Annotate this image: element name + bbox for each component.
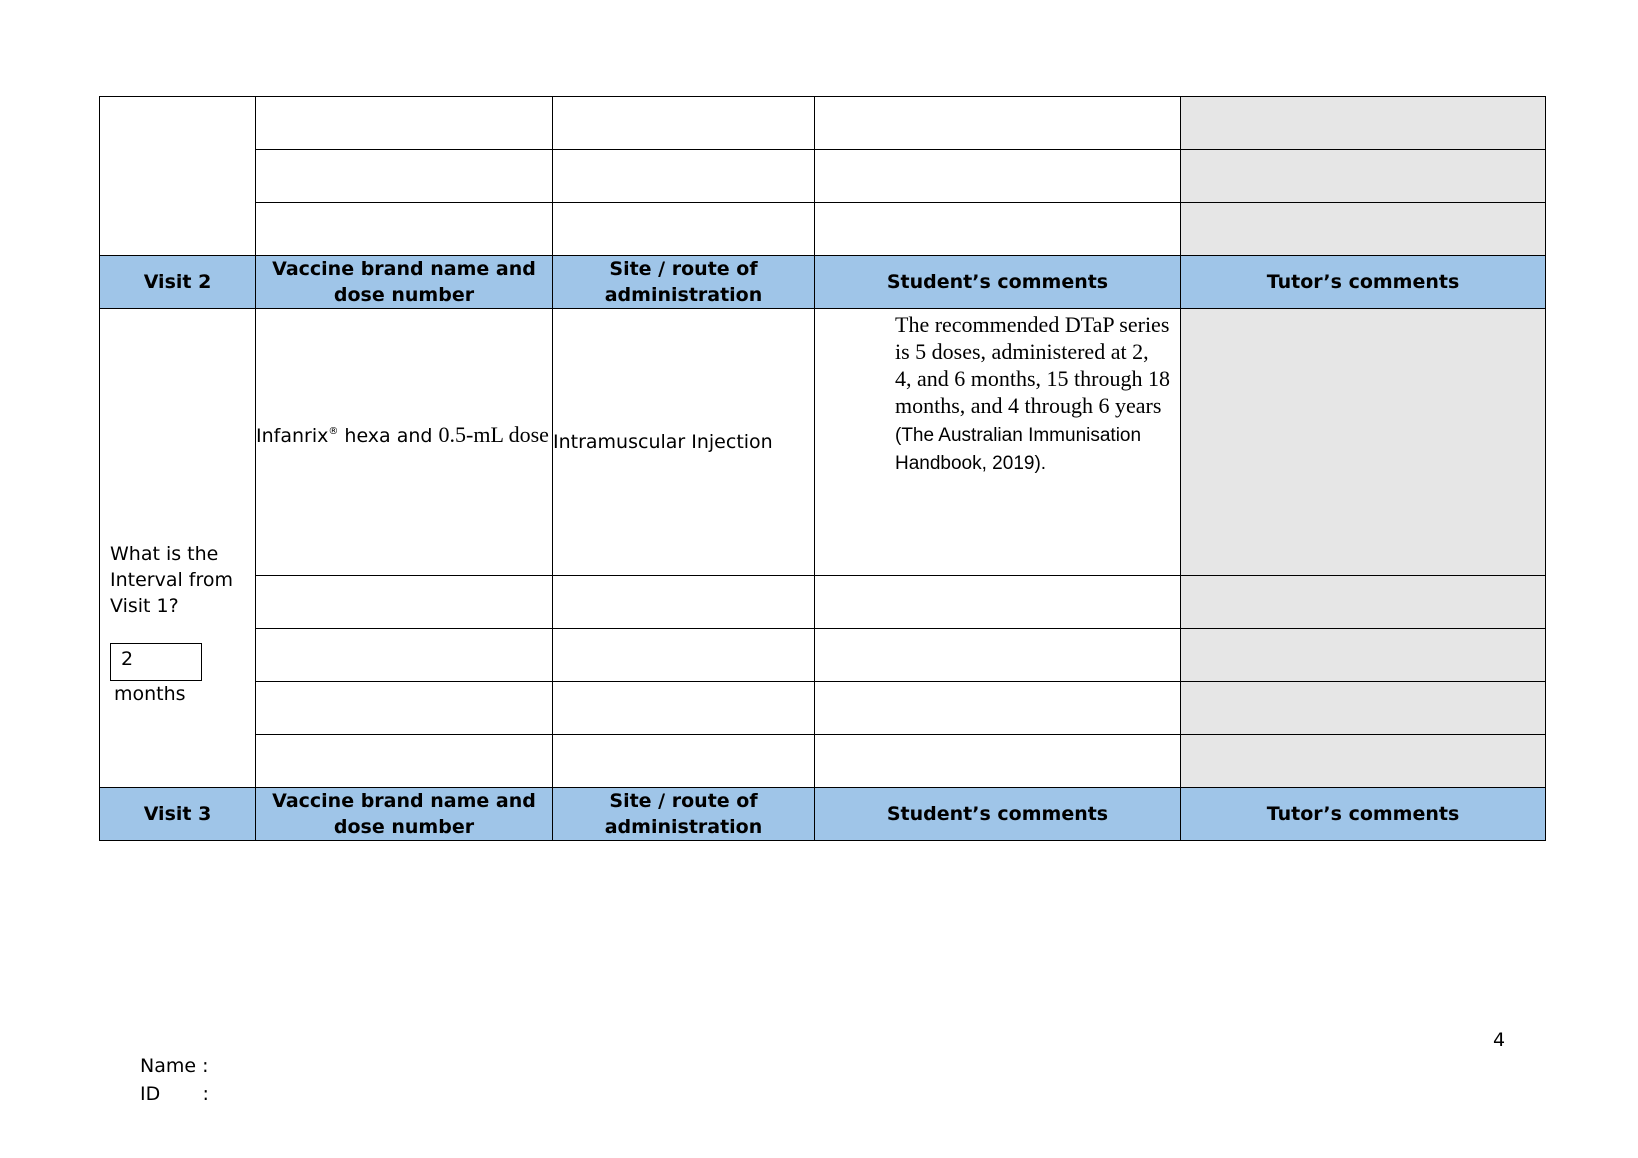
table-row (100, 682, 1546, 735)
student-comment-cell[interactable] (815, 309, 1181, 576)
interval-cell (100, 309, 256, 788)
student-comment-cell[interactable] (815, 576, 1181, 629)
id-label: ID : (140, 1083, 209, 1105)
tutor-comment-cell (1181, 629, 1546, 682)
site-cell[interactable] (553, 682, 815, 735)
registered-mark: ® (328, 425, 339, 437)
table-row (100, 203, 1546, 256)
vaccine-column-header: Vaccine brand name and dose number (256, 788, 553, 841)
vaccine-column-header: Vaccine brand name and dose number (256, 256, 553, 309)
interval-question: What is the Interval from Visit 1? (110, 543, 234, 617)
vaccination-record-table (99, 96, 1546, 841)
visit3-label: Visit 3 (100, 788, 256, 841)
table-row (100, 735, 1546, 788)
table-row (100, 150, 1546, 203)
vaccine-brand: Infanrix (256, 424, 329, 447)
interval-input[interactable]: 2 (110, 643, 202, 681)
site-cell[interactable] (553, 629, 815, 682)
student-comment-citation: (The Australian Immunisation Handbook, 2019). (895, 425, 1142, 474)
student-comments-header: Student’s comments (815, 256, 1181, 309)
tutor-comment-cell (1181, 682, 1546, 735)
tutor-comment-cell (1181, 309, 1546, 576)
site-cell[interactable] (553, 735, 815, 788)
site-cell[interactable] (553, 150, 815, 203)
tutor-comments-header: Tutor’s comments (1181, 788, 1546, 841)
footer (140, 1052, 209, 1108)
vaccine-dose: 0.5-mL dose (438, 421, 549, 447)
table-row (100, 97, 1546, 150)
vaccine-cell[interactable] (256, 203, 553, 256)
visit2-entry-row (100, 309, 1546, 576)
student-comments-header: Student’s comments (815, 788, 1181, 841)
tutor-comment-cell (1181, 576, 1546, 629)
tutor-comment-cell (1181, 150, 1546, 203)
site-cell[interactable] (553, 203, 815, 256)
student-comment-text: The recommended DTaP series is 5 doses, administered at 2, 4, and 6 months, 15 through 18 months, and 4 through 6 years (895, 312, 1170, 418)
interval-unit: months (114, 683, 186, 705)
visit2-header-row (100, 256, 1546, 309)
site-column-header: Site / route of administration (553, 788, 815, 841)
name-label: Name : (140, 1055, 209, 1077)
vaccine-mid: hexa and (338, 424, 439, 447)
student-comment-cell[interactable] (815, 203, 1181, 256)
vaccine-cell[interactable] (256, 97, 553, 150)
table-row (100, 576, 1546, 629)
student-comment-cell[interactable] (815, 97, 1181, 150)
tutor-comment-cell (1181, 735, 1546, 788)
student-comment-cell[interactable] (815, 682, 1181, 735)
site-column-header: Site / route of administration (553, 256, 815, 309)
vaccine-cell[interactable] (256, 735, 553, 788)
student-comment-cell[interactable] (815, 150, 1181, 203)
table-row (100, 629, 1546, 682)
tutor-comment-cell (1181, 203, 1546, 256)
vaccine-cell[interactable] (256, 576, 553, 629)
visit1-tail-cell (100, 97, 256, 256)
vaccine-cell[interactable] (256, 150, 553, 203)
vaccine-cell[interactable] (256, 629, 553, 682)
site-route-value: Intramuscular Injection (553, 431, 773, 453)
site-cell[interactable] (553, 97, 815, 150)
vaccine-cell[interactable] (256, 309, 553, 576)
visit2-label: Visit 2 (100, 256, 256, 309)
site-cell[interactable] (553, 309, 815, 576)
tutor-comments-header: Tutor’s comments (1181, 256, 1546, 309)
student-comment-cell[interactable] (815, 735, 1181, 788)
tutor-comment-cell (1181, 97, 1546, 150)
visit3-header-row (100, 788, 1546, 841)
vaccine-cell[interactable] (256, 682, 553, 735)
student-comment-cell[interactable] (815, 629, 1181, 682)
site-cell[interactable] (553, 576, 815, 629)
page-number: 4 (1493, 1029, 1506, 1051)
